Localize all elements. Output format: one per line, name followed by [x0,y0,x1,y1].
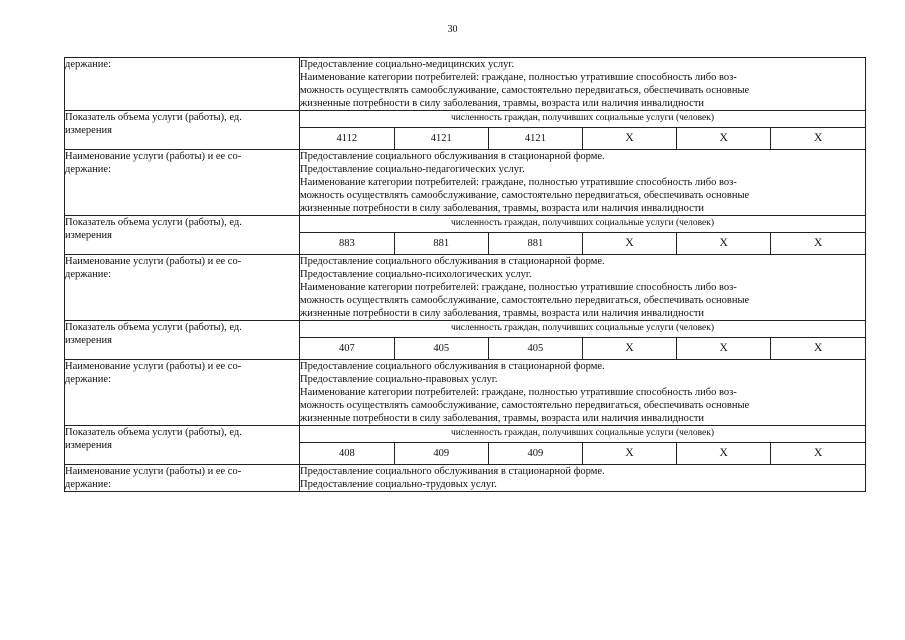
values-row [300,338,865,359]
service-description [300,150,866,216]
service-description [300,465,866,492]
services-table [64,57,866,492]
description-line: Наименование категории потребителей: граждане, полностью утратившие способность либо воз- [300,282,737,293]
service-name-label [65,58,300,111]
label-line: держание: [65,164,111,175]
value-cell: 405 [488,338,582,359]
description-line: Предоставление социального обслуживания в стационарной форме. [300,151,605,162]
value-cell: 409 [394,443,488,464]
volume-unit-header: численность граждан, получивших социальные услуги (человек) [300,426,865,443]
value-cell: 409 [488,443,582,464]
label-line: держание: [65,479,111,490]
description-line: можность осуществлять самообслуживание, самостоятельно передвигаться, обеспечивать основные [300,295,750,306]
value-cell: 4121 [488,128,582,149]
volume-indicator-label [65,321,300,360]
service-name-label [65,465,300,492]
volume-values-cell [300,216,866,255]
value-cell: 4121 [394,128,488,149]
service-description [300,58,866,111]
value-cell: 405 [394,338,488,359]
label-line: Наименование услуги (работы) и ее со- [65,256,242,267]
volume-row [65,321,866,360]
volume-unit-header: численность граждан, получивших социальные услуги (человек) [300,111,865,128]
value-cell: X [677,128,771,149]
value-cell: 881 [394,233,488,254]
description-line: Наименование категории потребителей: граждане, полностью утратившие способность либо воз- [300,387,737,398]
description-line: Предоставление социально-медицинских услуг. [300,59,515,70]
description-line: жизненные потребности в силу заболевания, травмы, возраста или наличия инвалидности [300,413,705,424]
label-line: Наименование услуги (работы) и ее со- [65,361,242,372]
value-cell: 4112 [336,133,358,144]
label-line: держание: [65,59,111,70]
description-line: можность осуществлять самообслуживание, самостоятельно передвигаться, обеспечивать основные [300,190,750,201]
volume-values [300,338,865,359]
value-cell: X [771,338,865,359]
description-line: Предоставление социально-трудовых услуг. [300,479,497,490]
volume-row [65,426,866,465]
value-cell: 407 [338,343,355,354]
description-line: жизненные потребности в силу заболевания, травмы, возраста или наличия инвалидности [300,203,705,214]
values-row [300,128,865,149]
description-line: Предоставление социально-психологических услуг. [300,269,532,280]
description-line: можность осуществлять самообслуживание, самостоятельно передвигаться, обеспечивать основные [300,85,750,96]
description-line: Предоставление социального обслуживания в стационарной форме. [300,466,605,477]
label-line: Показатель объема услуги (работы), ед. [65,217,242,228]
volume-values [300,233,865,254]
description-line: Наименование категории потребителей: граждане, полностью утратившие способность либо воз- [300,177,737,188]
description-line: можность осуществлять самообслуживание, самостоятельно передвигаться, обеспечивать основные [300,400,750,411]
value-cell: X [771,443,865,464]
service-row [65,255,866,321]
service-name-label [65,150,300,216]
label-line: измерения [65,230,112,241]
description-line: Предоставление социально-правовых услуг. [300,374,498,385]
volume-values [300,443,865,464]
volume-indicator-label [65,216,300,255]
volume-indicator-label [65,111,300,150]
service-row [65,465,866,492]
description-line: Предоставление социально-педагогических услуг. [300,164,525,175]
service-row [65,58,866,111]
label-line: Наименование услуги (работы) и ее со- [65,151,242,162]
volume-values [300,128,865,149]
value-cell: X [677,233,771,254]
value-cell: 881 [488,233,582,254]
description-line: Предоставление социального обслуживания в стационарной форме. [300,361,605,372]
label-line: держание: [65,269,111,280]
page-number: 30 [447,24,458,35]
volume-values-cell [300,426,866,465]
label-line: Показатель объема услуги (работы), ед. [65,427,242,438]
value-cell: X [771,128,865,149]
values-row [300,233,865,254]
label-line: Показатель объема услуги (работы), ед. [65,112,242,123]
description-line: жизненные потребности в силу заболевания, травмы, возраста или наличия инвалидности [300,308,705,319]
label-line: Наименование услуги (работы) и ее со- [65,466,242,477]
volume-indicator-label [65,426,300,465]
description-line: Предоставление социального обслуживания в стационарной форме. [300,256,605,267]
value-cell: X [582,338,676,359]
label-line: держание: [65,374,111,385]
description-line: Наименование категории потребителей: граждане, полностью утратившие способность либо воз- [300,72,737,83]
value-cell: X [677,338,771,359]
volume-values-cell [300,321,866,360]
value-cell: X [677,443,771,464]
volume-row [65,216,866,255]
values-row [300,443,865,464]
label-line: измерения [65,440,112,451]
service-description [300,255,866,321]
value-cell: 408 [338,448,355,459]
service-row [65,360,866,426]
label-line: измерения [65,335,112,346]
volume-values-cell [300,111,866,150]
service-name-label [65,255,300,321]
value-cell: X [582,443,676,464]
value-cell: X [582,233,676,254]
service-row [65,150,866,216]
volume-unit-header: численность граждан, получивших социальные услуги (человек) [300,216,865,233]
value-cell: 883 [338,238,355,249]
volume-row [65,111,866,150]
description-line: жизненные потребности в силу заболевания, травмы, возраста или наличия инвалидности [300,98,705,109]
service-name-label [65,360,300,426]
label-line: Показатель объема услуги (работы), ед. [65,322,242,333]
value-cell: X [582,128,676,149]
service-description [300,360,866,426]
value-cell: X [771,233,865,254]
label-line: измерения [65,125,112,136]
volume-unit-header: численность граждан, получивших социальные услуги (человек) [300,321,865,338]
